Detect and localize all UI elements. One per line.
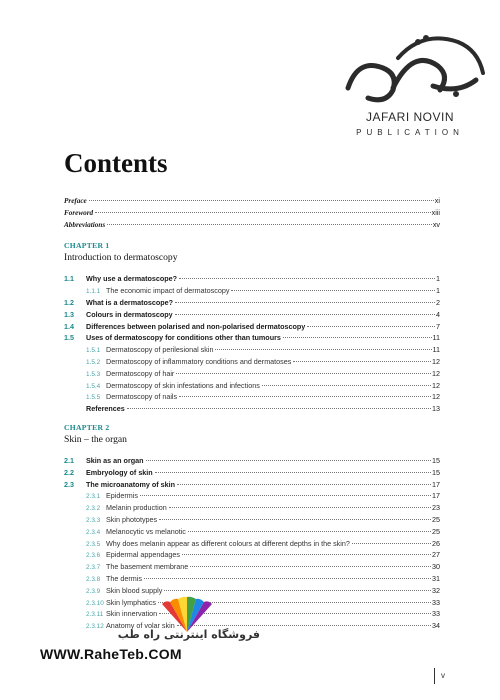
toc-entry-number: 1.1: [64, 274, 74, 284]
toc-entry-number: 2.3.5: [86, 540, 101, 548]
dot-leader: [182, 554, 431, 555]
toc-entry-page: 34: [432, 621, 440, 631]
dot-leader: [188, 531, 431, 532]
toc-entry-page: 15: [432, 467, 440, 477]
toc-entry-number: 2.3.12: [86, 623, 104, 631]
page-number: v: [441, 671, 445, 680]
toc-entry[interactable]: [64, 468, 440, 480]
chapter-label: CHAPTER 1: [64, 241, 110, 251]
toc-entry-label: Dermatoscopy of hair: [106, 368, 175, 378]
toc-entry[interactable]: [64, 333, 440, 345]
toc-entry[interactable]: [64, 515, 440, 527]
dot-leader: [177, 484, 431, 485]
dot-leader: [89, 200, 434, 201]
toc-entry-label: The basement membrane: [106, 562, 189, 572]
toc-entry-label: Why use a dermatoscope?: [86, 274, 178, 284]
toc-entry[interactable]: [64, 357, 440, 369]
toc-entry-label: Epidermal appendages: [106, 550, 180, 560]
toc-entry-page: 13: [432, 404, 440, 414]
toc-entry-label: Dermatoscopy of inflammatory conditions and dermatoses: [106, 356, 292, 366]
dot-leader: [215, 349, 431, 350]
toc-entry-number: 2.3.4: [86, 528, 101, 536]
dot-leader: [231, 290, 435, 291]
toc-entry[interactable]: [64, 196, 440, 208]
toc-entry-page: 1: [436, 274, 440, 284]
dot-leader: [107, 224, 432, 225]
toc-entry-number: 2.3.6: [86, 552, 101, 560]
toc-entry-page: 32: [432, 585, 440, 595]
toc-entry-number: 2.3: [64, 479, 74, 489]
toc-entry-page: 33: [432, 597, 440, 607]
toc-entry-label: Epidermis: [106, 491, 138, 501]
toc-entry-page: 25: [432, 526, 440, 536]
toc-entry-label: Skin blood supply: [106, 585, 163, 595]
toc-entry-page: 33: [432, 609, 440, 619]
toc-entry-page: xi: [434, 196, 440, 205]
toc-entry-number: 2.3.10: [86, 599, 104, 607]
dot-leader: [155, 472, 431, 473]
toc-entry-page: 4: [436, 309, 440, 319]
toc-entry-label: Dermatoscopy of skin infestations and infections: [106, 380, 260, 390]
toc-entry-label: Skin phototypes: [106, 514, 158, 524]
toc-entry-page: xv: [432, 219, 440, 229]
toc-entry-label: Skin lymphatics: [106, 597, 156, 607]
toc-entry-page: 1: [436, 286, 440, 296]
toc-entry[interactable]: [64, 550, 440, 562]
toc-entry[interactable]: [64, 539, 440, 551]
toc-entry[interactable]: [64, 286, 440, 298]
toc-entry-label: Dermatoscopy of perilesional skin: [106, 345, 214, 355]
toc-entry-number: 1.1.1: [86, 288, 101, 296]
dot-leader: [262, 385, 431, 386]
toc-entry-page: 30: [432, 562, 440, 572]
toc-entry-page: 2: [436, 297, 440, 307]
chapter-1: [64, 241, 440, 416]
toc-entry-number: 2.3.9: [86, 587, 101, 595]
toc-entry-number: 2.2: [64, 467, 74, 477]
toc-entry-page: 15: [432, 455, 440, 465]
toc-entry-number: 1.2: [64, 297, 74, 307]
toc-entry-label: The dermis: [106, 573, 142, 583]
toc-entry-label: Colours in dermatoscopy: [86, 309, 173, 319]
toc-entry-number: 2.3.1: [86, 493, 101, 501]
dot-leader: [175, 314, 435, 315]
toc-entry-number: 2.1: [64, 455, 74, 465]
toc-entry-label: Differences between polarised and non-polarised dermatoscopy: [86, 321, 306, 331]
dot-leader: [159, 519, 431, 520]
dot-leader: [140, 495, 431, 496]
watermark: [40, 596, 260, 666]
toc-entry-page: 7: [436, 321, 440, 331]
page-title: Contents: [64, 148, 168, 178]
dot-leader: [144, 578, 431, 579]
toc-entry-page: 12: [432, 392, 440, 402]
toc-entry-label: What is a dermatoscope?: [86, 297, 174, 307]
toc-entry-page: 26: [432, 538, 440, 548]
toc-entry-page: 27: [432, 550, 440, 560]
toc-entry-label: Preface: [64, 197, 87, 205]
dot-leader: [179, 278, 435, 279]
toc-entry[interactable]: [64, 480, 440, 492]
dot-leader: [307, 326, 435, 327]
toc-entry-number: 1.5: [64, 333, 74, 343]
toc-entry-number: 2.3.8: [86, 575, 101, 583]
toc-entry-label: The microanatomy of skin: [86, 479, 176, 489]
toc-entry-number: 1.5.4: [86, 382, 101, 390]
publisher-logo: [330, 28, 490, 148]
toc-entry-label: Dermatoscopy of nails: [106, 392, 178, 402]
toc-entry[interactable]: [64, 208, 440, 220]
chapter-label: CHAPTER 2: [64, 422, 110, 432]
toc-entry-number: 1.5.5: [86, 394, 101, 402]
toc-entry-number: 2.3.7: [86, 564, 101, 572]
watermark-url[interactable]: WWW.RaheTeb.COM: [40, 646, 182, 662]
toc-entry-label: The economic impact of dermatoscopy: [106, 286, 230, 296]
front-matter: [64, 196, 440, 231]
page-number-divider: [434, 668, 435, 684]
toc-entry[interactable]: [64, 404, 440, 416]
toc-entry-page: 11: [432, 345, 440, 355]
toc-entry-number: 2.3.3: [86, 516, 101, 524]
toc-entry-page: 11: [432, 333, 440, 343]
dot-leader: [190, 566, 431, 567]
toc-entry-label: Melanocytic vs melanotic: [106, 526, 186, 536]
toc-entry-number: 2.3.11: [86, 611, 104, 619]
chapter-title: Skin – the organ: [64, 433, 127, 445]
toc-entry[interactable]: [64, 369, 440, 381]
toc-entry[interactable]: [64, 274, 440, 286]
toc-entry-label: Abbreviations: [64, 220, 106, 229]
toc-entry[interactable]: [64, 322, 440, 334]
toc-entry[interactable]: [64, 562, 440, 574]
toc-entry-page: 25: [432, 514, 440, 524]
dot-leader: [95, 212, 430, 213]
toc-entry-label: Skin innervation: [106, 609, 158, 619]
dot-leader: [293, 361, 431, 362]
toc-entry-label: Why does melanin appear as different colours at different depths in the skin?: [106, 538, 350, 548]
toc-entry[interactable]: [64, 392, 440, 404]
toc-entry-label: Uses of dermatoscopy for conditions other than tumours: [86, 333, 281, 343]
toc-entry-page: 31: [432, 573, 440, 583]
toc-entry-label: Melanin production: [106, 503, 167, 513]
toc-entry-page: 12: [432, 368, 440, 378]
toc-entry-page: 23: [432, 503, 440, 513]
dot-leader: [352, 543, 431, 544]
toc-entry-label: Anatomy of volar skin: [106, 621, 175, 631]
toc-entry-number: 1.5.1: [86, 347, 101, 355]
toc-entry-label: References: [86, 404, 125, 414]
dot-leader: [175, 302, 435, 303]
dot-leader: [164, 590, 431, 591]
toc-entry-page: 17: [432, 479, 440, 489]
chapter-title: Introduction to dermatoscopy: [64, 252, 178, 264]
toc-entry[interactable]: [64, 527, 440, 539]
toc-entry-number: 1.5.2: [86, 358, 101, 366]
toc-entry-label: Skin as an organ: [86, 455, 144, 465]
table-of-contents: [64, 196, 440, 633]
dot-leader: [169, 507, 431, 508]
toc-entry-page: xiii: [431, 207, 440, 217]
chapter-entries: [64, 274, 440, 416]
watermark-persian-text: فروشگاه اینترنتی راه طب: [117, 628, 260, 641]
toc-entry-page: 12: [432, 356, 440, 366]
dot-leader: [127, 408, 431, 409]
toc-entry-number: 2.3.2: [86, 505, 101, 513]
toc-entry[interactable]: [64, 381, 440, 393]
toc-entry[interactable]: [64, 574, 440, 586]
toc-entry[interactable]: [64, 503, 440, 515]
toc-entry-label: Embryology of skin: [86, 467, 153, 477]
calligraphy-logo-icon: [338, 28, 488, 108]
toc-entry[interactable]: [64, 220, 440, 232]
toc-entry-number: 1.5.3: [86, 370, 101, 378]
toc-entry-label: Foreword: [64, 208, 94, 217]
toc-entry-number: 1.4: [64, 321, 74, 331]
toc-entry-page: 12: [432, 380, 440, 390]
toc-entry[interactable]: [64, 345, 440, 357]
dot-leader: [179, 396, 431, 397]
toc-entry[interactable]: [64, 298, 440, 310]
toc-entry-number: 1.3: [64, 309, 74, 319]
toc-entry[interactable]: [64, 491, 440, 503]
toc-entry[interactable]: [64, 456, 440, 468]
toc-entry[interactable]: [64, 310, 440, 322]
publisher-subtitle: PUBLICATION: [356, 128, 464, 137]
dot-leader: [146, 460, 431, 461]
dot-leader: [176, 373, 431, 374]
toc-entry-page: 17: [432, 491, 440, 501]
publisher-name: JAFARI NOVIN: [365, 110, 454, 124]
dot-leader: [283, 337, 432, 338]
